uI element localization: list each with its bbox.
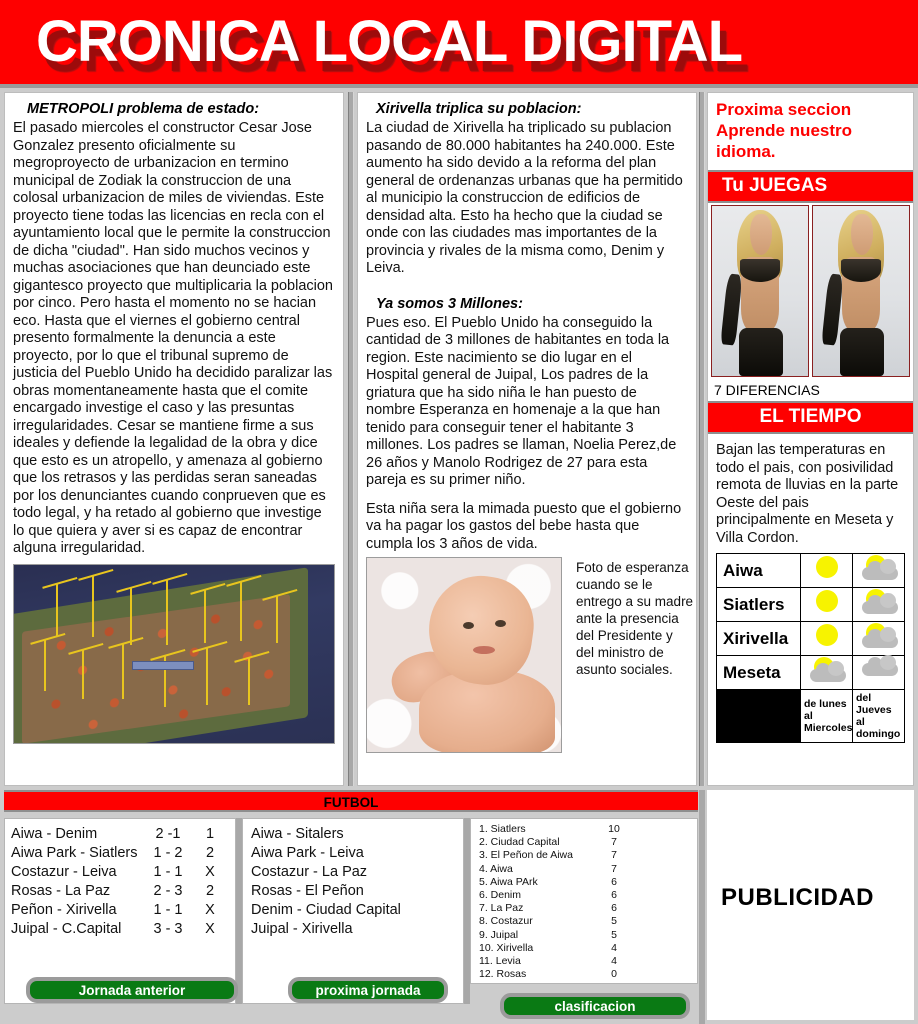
crane-icon [122, 643, 124, 699]
standing-points: 5 [611, 915, 617, 928]
photo-baby-eye [495, 620, 506, 627]
sun-cloud-icon [856, 589, 902, 615]
table-row [717, 554, 905, 588]
weather-icon-cell [853, 588, 905, 622]
standing-points: 4 [611, 941, 617, 954]
table-row [479, 955, 691, 968]
match-score: 1 - 2 [153, 845, 183, 861]
standing-points: 7 [611, 836, 617, 849]
game-photo-right[interactable] [812, 205, 910, 377]
promo-text: Proxima seccion Aprende nuestro idioma. [716, 100, 853, 161]
weather-summary: Bajan las temperaturas en todo el pais, con posivilidad remota de lluvias en la parte Oeste del pais principalmente en Meseta y Villa Cordon. [716, 442, 899, 546]
crane-icon [166, 579, 168, 645]
photo-baby-eye [463, 622, 474, 629]
advertisement-label: PUBLICIDAD [721, 884, 874, 911]
match-teams: Aiwa Park - Siatlers [11, 845, 138, 861]
spot-the-difference-images[interactable] [708, 203, 913, 379]
standing-team: 1. Siatlers [479, 823, 526, 835]
baby-photo [366, 557, 562, 753]
crane-icon [44, 639, 46, 691]
table-row [11, 825, 231, 844]
crane-icon [56, 583, 58, 637]
table-row [479, 915, 691, 928]
match-teams: Costazur - Leiva [11, 864, 117, 880]
table-row [11, 863, 231, 882]
sidebar-column [707, 92, 914, 786]
standing-points: 0 [611, 968, 617, 981]
standings-button[interactable]: clasificacion [500, 993, 690, 1019]
weather-icon-cell [801, 588, 853, 622]
match-sign: X [205, 864, 215, 880]
match-score: 2 - 3 [153, 883, 183, 899]
baby-photo-caption: Foto de esperanza cuando se le entrego a su madre ante la presencia del Presidente y del ministro de asunto sociales. [576, 560, 694, 677]
standing-team: 10. Xirivella [479, 941, 534, 954]
photo-face [750, 214, 771, 255]
article-column-left [4, 92, 344, 786]
column-divider [699, 790, 705, 1024]
table-row [479, 823, 691, 836]
football-section-bar: FUTBOL [4, 790, 698, 812]
weather-blank-cell [717, 690, 801, 743]
match-teams: Aiwa - Denim [11, 826, 98, 842]
match-score: 2 -1 [155, 826, 181, 842]
table-row [11, 882, 231, 901]
standing-points: 6 [611, 889, 617, 902]
table-row [479, 863, 691, 876]
column-divider [699, 92, 705, 786]
weather-table [716, 553, 905, 743]
standing-team: 6. Denim [479, 889, 522, 902]
game-section-bar: Tu JUEGAS [708, 170, 913, 203]
match-teams: Peñon - Xirivella [11, 902, 117, 918]
match-sign: X [205, 902, 215, 918]
weather-city: Siatlers [717, 588, 801, 622]
weather-period-1: de lunes al Miercoles [801, 690, 853, 743]
table-row [11, 844, 231, 863]
weather-icon-cell [853, 554, 905, 588]
list-item: Denim - Ciudad Capital [251, 902, 401, 918]
mid-article1-body: La ciudad de Xirivella ha triplicado su publacion pasando de 80.000 habitantes ha 240.000. Este aumento ha sido devido a la reforma del plan general de ordenanzas urbanas que ha permitido al municipio la construccion de edificios de densidad alta. Esto ha hecho que la ciudad se onde con las ciudades mas importantes de la provincia y rivales de la misma como, Denim y Leiva. [366, 120, 683, 276]
crane-icon [82, 649, 84, 699]
game-photo-left[interactable] [711, 205, 809, 377]
mid-article2-headline: Ya somos 3 Millones: [376, 295, 523, 312]
standing-points: 6 [611, 875, 617, 888]
table-row [717, 588, 905, 622]
photo-face [851, 214, 872, 255]
weather-city: Xirivella [717, 622, 801, 656]
weather-icon-cell [853, 622, 905, 656]
article-column-middle [357, 92, 697, 786]
crane-icon [206, 647, 208, 705]
standing-points: 10 [608, 823, 620, 835]
match-teams: Juipal - C.Capital [11, 921, 122, 937]
left-article-headline: METROPOLI problema de estado: [27, 101, 260, 117]
standing-team: 2. Ciudad Capital [479, 836, 560, 849]
list-item: Juipal - Xirivella [251, 921, 353, 937]
standing-team: 7. La Paz [479, 902, 524, 915]
site-signboard [132, 661, 194, 670]
weather-icon-cell [853, 656, 905, 690]
standing-team: 8. Costazur [479, 915, 533, 928]
table-row [479, 902, 691, 915]
baby-photo-block [366, 557, 694, 753]
sun-icon [804, 555, 850, 581]
crane-icon [130, 587, 132, 645]
table-row [717, 656, 905, 690]
table-row [479, 889, 691, 902]
match-score: 3 - 3 [153, 921, 183, 937]
sun-cloud-icon [856, 623, 902, 649]
photo-baby-mouth [473, 646, 495, 654]
next-matchday-button[interactable]: proxima jornada [288, 977, 448, 1003]
game-label: 7 DIFERENCIAS [708, 379, 913, 401]
page-title: CRONICA LOCAL DIGITAL [36, 9, 743, 74]
table-row [11, 920, 231, 939]
cloud-icon [856, 657, 902, 683]
weather-period-2: del Jueves al domingo [853, 690, 905, 743]
list-item: Rosas - El Peñon [251, 883, 364, 899]
masthead [0, 0, 918, 88]
masthead-divider [0, 84, 918, 88]
standing-points: 7 [611, 849, 617, 862]
crane-icon [276, 595, 278, 643]
match-sign: 2 [205, 845, 215, 861]
mid-article2-body: Pues eso. El Pueblo Unido ha conseguido la cantidad de 3 millones de habitantes en toda la region. Este nacimiento se dio lugar en el Hospital general de Juipal, Los padres de la griatura que ha sido niña le han puesto de nombre Esperanza en homenaje a la que han tenido para conseguir tener el habitante 3 millones. Los padres se llaman, Noelia Perez,de 26 años y Manolo Rodrigez de 27 para esta pareja es su primer niño. [366, 314, 677, 488]
photo-bottom [840, 328, 884, 376]
weather-city: Meseta [717, 656, 801, 690]
crane-icon [240, 581, 242, 641]
crane-icon [204, 589, 206, 643]
match-sign: 1 [205, 826, 215, 842]
mid-article1-headline: Xirivella triplica su poblacion: [376, 101, 582, 117]
standing-points: 5 [611, 928, 617, 941]
column-divider [348, 92, 354, 786]
sun-icon [804, 623, 850, 649]
weather-icon-cell [801, 554, 853, 588]
match-score: 1 - 1 [153, 902, 183, 918]
list-item: Aiwa Park - Leiva [251, 845, 364, 861]
sun-icon [804, 589, 850, 615]
advertisement-panel[interactable] [707, 790, 914, 1020]
standing-points: 7 [611, 862, 617, 875]
standing-team: 3. El Peñon de Aiwa [479, 849, 573, 862]
match-score: 1 - 1 [153, 864, 183, 880]
left-article-body: El pasado miercoles el constructor Cesar Jose Gonzalez presento oficialmente su megroproyecto de urbanizacion en termino municipal de Zodiak la construccion de una colosal urbanizacion de miles de viviendas. Este proyecto tiene todas las licencias en recla con el ayuntamiento local que le permite la construccion de dicha "ciudad". Han sido muchos vecinos y muchas asociaciones que han deunciado este gigantesco proyecto que multiplicaria la poblacion por cinco. Pero hasta el momento no se hacian eco. Hasta que el viernes el gobierno central presento formalmente la denuncia a este proyecto, por lo que el tribunal supremo de justicia del Pueblo Unido ha decidido paralizar las obras momentaneamente hasta que el comite encargado investige el caso y las presuntas irregularidades. Cesar se mantiene firme a sus ideales y defiende la legalidad de la obra y dice que esto es un atropello, y amenaza al gobierno que los retrasos y las perdidas seran saneadas por los denunciantes cuando conprueven que es todo legal, y ha retado al gobierno que investige lo que quiera y aver si es capaz de encontrar alguna irregularidad. [13, 120, 333, 556]
standing-team: 9. Juipal [479, 928, 519, 941]
weather-city: Aiwa [717, 554, 801, 588]
weather-section-bar: EL TIEMPO [708, 401, 913, 434]
standing-points: 4 [611, 955, 617, 968]
table-row [479, 849, 691, 862]
sun-cloud-icon [856, 555, 902, 581]
standing-team: 4. Aiwa [479, 862, 513, 875]
list-item: Aiwa - Sitalers [251, 826, 344, 842]
standing-team: 12. Rosas [479, 968, 527, 981]
standing-team: 11. Levia [479, 955, 521, 968]
crane-icon [92, 575, 94, 637]
table-row [479, 942, 691, 955]
table-row [479, 836, 691, 849]
table-row [717, 690, 905, 743]
match-sign: X [205, 921, 215, 937]
table-row [11, 901, 231, 920]
table-row [479, 876, 691, 889]
table-row [479, 929, 691, 942]
list-item: Costazur - La Paz [251, 864, 368, 880]
crane-icon [248, 657, 250, 705]
match-teams: Rosas - La Paz [11, 883, 111, 899]
sun-cloud-icon [804, 657, 850, 683]
standing-team: 5. Aiwa PArk [479, 875, 538, 888]
match-sign: 2 [205, 883, 215, 899]
previous-matchday-button[interactable]: Jornada anterior [26, 977, 238, 1003]
weather-icon-cell [801, 656, 853, 690]
promo-block [708, 93, 913, 170]
table-row [479, 968, 691, 981]
football-standings-panel [470, 818, 698, 984]
table-row [717, 622, 905, 656]
standing-points: 6 [611, 902, 617, 915]
construction-site-photo [13, 564, 335, 744]
weather-icon-cell [801, 622, 853, 656]
mid-article2-body-2: Esta niña sera la mimada puesto que el gobierno va ha pagar los gastos del bebe hasta que cumpla los 3 años de vida. [366, 500, 682, 552]
photo-bottom [739, 328, 783, 376]
